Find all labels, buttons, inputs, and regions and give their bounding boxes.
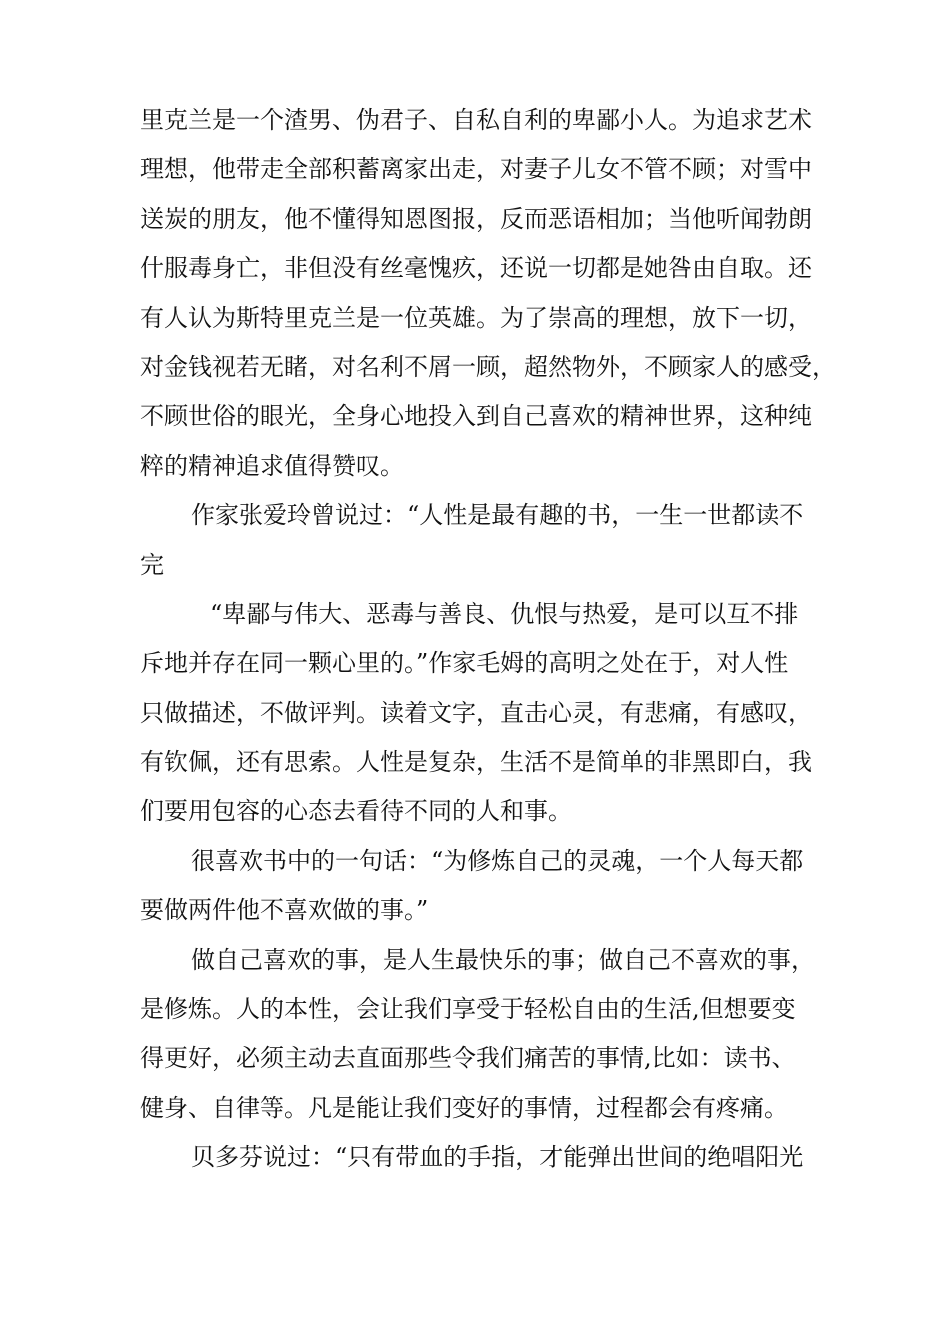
text-line: 完 bbox=[140, 550, 164, 579]
text-line: 什服毒身亡，非但没有丝毫愧疚，还说一切都是她咎由自取。还 bbox=[140, 254, 812, 283]
text-line: 要做两件他不喜欢做的事。” bbox=[140, 896, 429, 925]
text-line: 们要用包容的心态去看待不同的人和事。 bbox=[140, 797, 572, 826]
text-line: “卑鄙与伟大、恶毒与善良、仇恨与热爱，是可以互不排 bbox=[210, 599, 799, 628]
text-line: 斥地并存在同一颗心里的。”作家毛姆的高明之处在于，对人性 bbox=[140, 649, 789, 678]
text-line: 作家张爱玲曾说过：“人性是最有趣的书，一生一世都读不 bbox=[191, 501, 804, 530]
text-line: 得更好，必须主动去直面那些令我们痛苦的事情,比如：读书、 bbox=[140, 1044, 796, 1073]
text-line: 很喜欢书中的一句话：“为修炼自己的灵魂，一个人每天都 bbox=[191, 846, 804, 875]
text-line: 有钦佩，还有思索。人性是复杂，生活不是简单的非黑即白，我 bbox=[140, 748, 812, 777]
text-line: 健身、自律等。凡是能让我们变好的事情，过程都会有疼痛。 bbox=[140, 1093, 788, 1122]
text-line: 理想，他带走全部积蓄离家出走，对妻子儿女不管不顾；对雪中 bbox=[140, 155, 812, 184]
body-text bbox=[140, 96, 836, 1183]
text-line: 有人认为斯特里克兰是一位英雄。为了崇高的理想，放下一切， bbox=[140, 303, 812, 332]
text-line: 粹的精神追求值得赞叹。 bbox=[140, 451, 404, 480]
text-line: 只做描述，不做评判。读着文字，直击心灵，有悲痛，有感叹， bbox=[140, 698, 812, 727]
text-line: 对金钱视若无睹，对名利不屑一顾，超然物外，不顾家人的感受， bbox=[140, 352, 836, 381]
text-line: 里克兰是一个渣男、伪君子、自私自利的卑鄙小人。为追求艺术 bbox=[140, 106, 812, 134]
text-line: 送炭的朋友，他不懂得知恩图报，反而恶语相加；当他听闻勃朗 bbox=[140, 204, 812, 233]
text-line: 做自己喜欢的事，是人生最快乐的事；做自己不喜欢的事， bbox=[191, 945, 815, 974]
text-line: 贝多芬说过：“只有带血的手指，才能弹出世间的绝唱阳光 bbox=[191, 1143, 804, 1172]
text-line: 是修炼。人的本性，会让我们享受于轻松自由的生活,但想要变 bbox=[140, 995, 796, 1024]
text-line: 不顾世俗的眼光，全身心地投入到自己喜欢的精神世界，这种纯 bbox=[140, 402, 812, 431]
